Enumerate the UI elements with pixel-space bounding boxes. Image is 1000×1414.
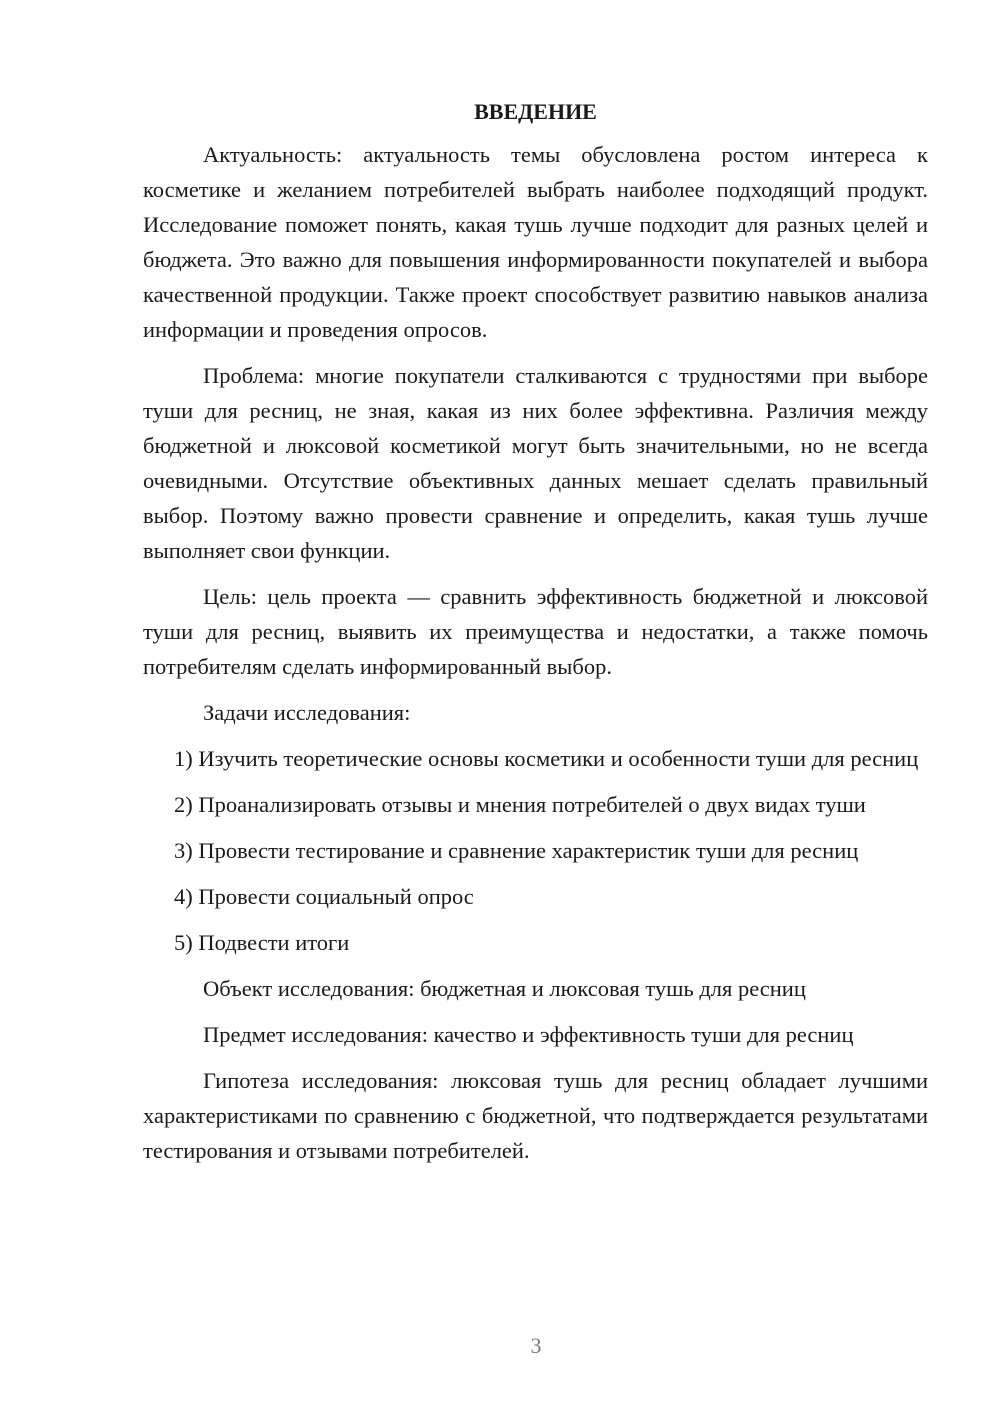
goal-paragraph: Цель: цель проекта — сравнить эффективность бюджетной и люксовой туши для ресниц, выявить их преимущества и недостатки, а также помочь потребителям сделать информированный выбор. — [143, 584, 928, 679]
tasks-title: Задачи исследования: — [203, 700, 411, 725]
tasks-list — [143, 741, 928, 960]
page-content — [143, 94, 928, 1179]
list-item: 1) Изучить теоретические основы косметики и особенности туши для ресниц — [174, 746, 919, 771]
list-item: 2) Проанализировать отзывы и мнения потребителей о двух видах туши — [174, 792, 866, 817]
problem-paragraph: Проблема: многие покупатели сталкиваются с трудностями при выборе туши для ресниц, не зная, какая из них более эффективна. Различия между бюджетной и люксовой косметикой могут быть значительными, но не всегда очевидными. Отсутствие объективных данных мешает сделать правильный выбор. Поэтому важно провести сравнение и определить, какая тушь лучше выполняет свои функции. — [143, 363, 928, 563]
section-heading: ВВЕДЕНИЕ — [474, 99, 597, 124]
subject-paragraph: Предмет исследования: качество и эффективность туши для ресниц — [203, 1022, 854, 1047]
page-number: 3 — [530, 1333, 542, 1358]
relevance-paragraph: Актуальность: актуальность темы обусловлена ростом интереса к косметике и желанием потребителей выбрать наиболее подходящий продукт. Исследование поможет понять, какая тушь лучше подходит для разных целей и бюджета. Это важно для повышения информированности покупателей и выбора качественной продукции. Также проект способствует развитию навыков анализа информации и проведения опросов. — [143, 142, 928, 342]
object-paragraph: Объект исследования: бюджетная и люксовая тушь для ресниц — [203, 976, 806, 1001]
list-item: 4) Провести социальный опрос — [174, 884, 474, 909]
hypothesis-paragraph: Гипотеза исследования: люксовая тушь для ресниц обладает лучшими характеристиками по сравнению с бюджетной, что подтверждается результатами тестирования и отзывами потребителей. — [143, 1068, 928, 1163]
list-item: 3) Провести тестирование и сравнение характеристик туши для ресниц — [174, 838, 859, 863]
list-item: 5) Подвести итоги — [174, 930, 350, 955]
